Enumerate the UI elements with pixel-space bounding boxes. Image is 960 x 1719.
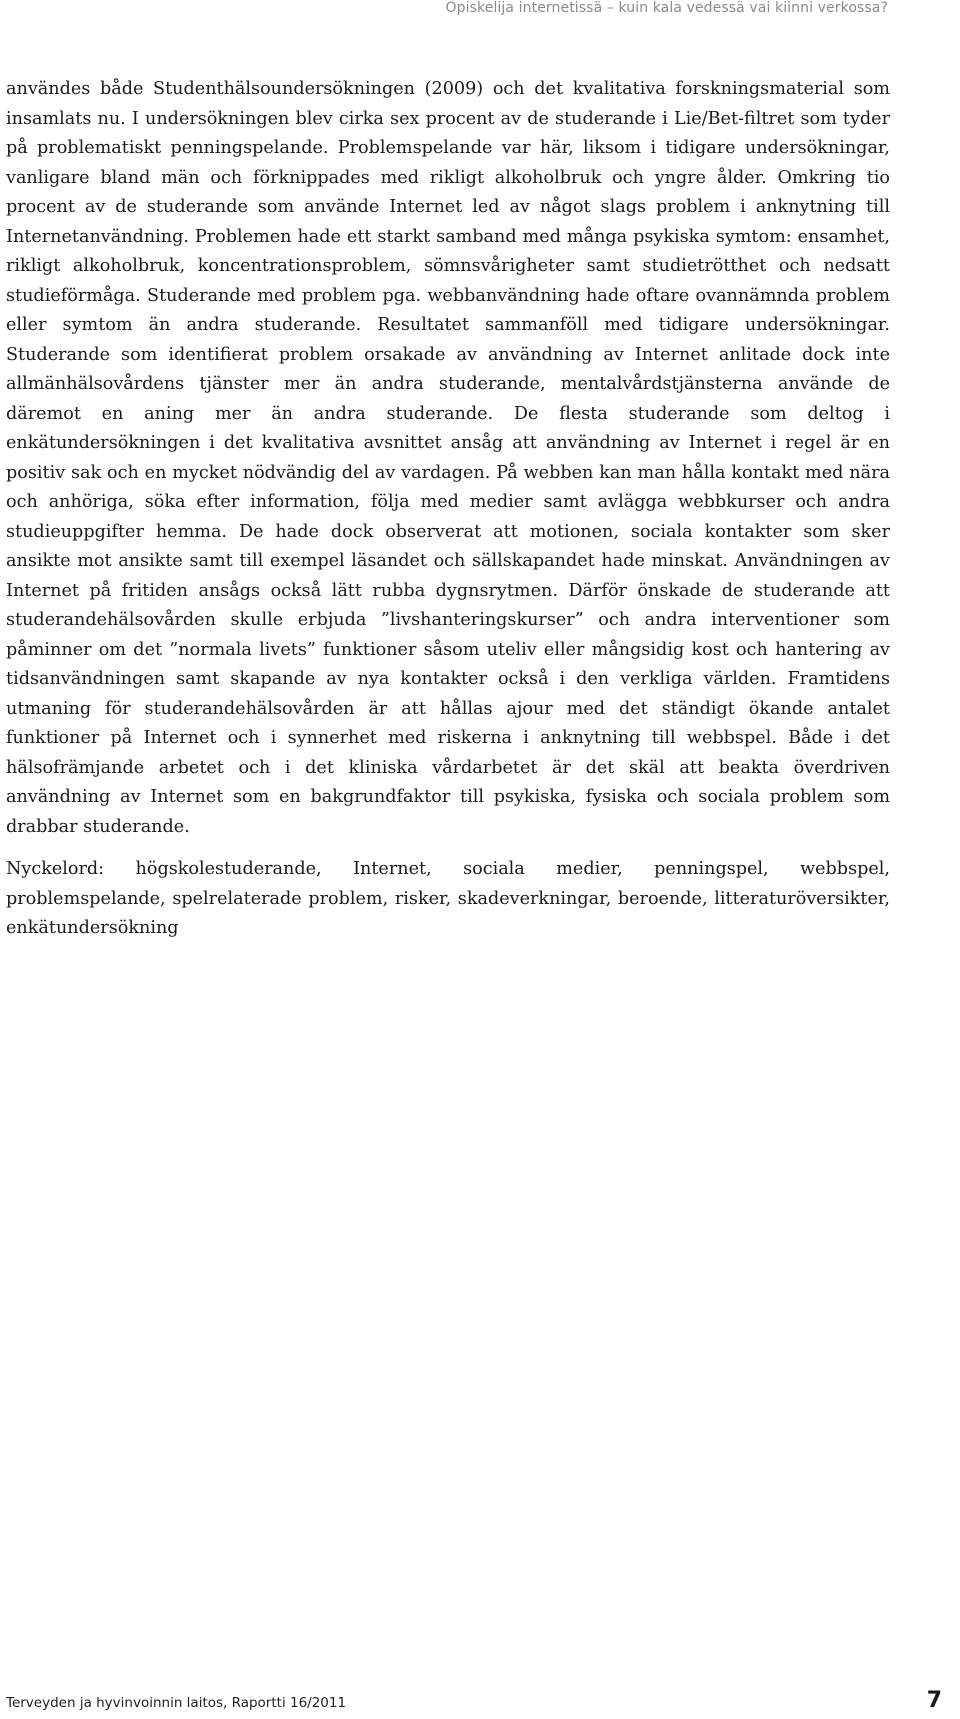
body-paragraph: användes både Studenthälsoundersökningen (2009) och det kvalitativa forskningsmaterial som insamlats nu. I undersökningen blev cirka sex procent av de studerande i Lie/Bet-filtret som tyder på problematiskt penningspelande. Problemspelande var här, liksom i tidigare undersökningar, vanligare bland män och förknippades med rikligt alkoholbruk och yngre ålder. Omkring tio procent av de studerande som använde Internet led av något slags problem i anknytning till Internetanvändning. Problemen hade ett starkt samband med många psykiska symtom: ensamhet, rikligt alkoholbruk, koncentrationsproblem, sömnsvårigheter samt studietrötthet och nedsatt studieförmåga. Studerande med problem pga. webbanvändning hade oftare ovannämnda problem eller symtom än andra studerande. Resultatet sammanföll med tidigare undersökningar. Studerande som identifierat problem orsakade av användning av Internet anlitade dock inte allmänhälsovårdens tjänster mer än andra studerande, mentalvårdstjänsterna använde de däremot en aning mer än andra studerande. De flesta studerande som deltog i enkätundersökningen i det kvalitativa avsnittet ansåg att användning av Internet i regel är en positiv sak och en mycket nödvändig del av vardagen. På webben kan man hålla kontakt med nära och anhöriga, söka efter information, följa med medier samt avlägga webbkurser och andra studieuppgifter hemma. De hade dock observerat att motionen, sociala kontakter som sker ansikte mot ansikte samt till exempel läsandet och sällskapandet hade minskat. Användningen av Internet på fritiden ansågs också lätt rubba dygnsrytmen. Därför önskade de studerande att studerandehälsovården skulle erbjuda ”livshanteringskurser” och andra interventioner som påminner om det ”normala livets” funktioner såsom uteliv eller mångsidig kost och hantering av tidsanvändningen samt skapande av nya kontakter också i den verkliga världen. Framtidens utmaning för studerandehälsovården är att hållas ajour med det ständigt ökande antalet funktioner på Internet och i synnerhet med riskerna i anknytning till webbspel. Både i det hälsofrämjande arbetet och i det kliniska vårdarbetet är det skäl att beakta överdriven användning av Internet som en bakgrundfaktor till psykiska, fysiska och sociala problem som drabbar studerande. xyxy=(6,79,890,837)
keywords-paragraph: Nyckelord: högskolestuderande, Internet, sociala medier, penningspel, webbspel, problemspelande, spelrelaterade problem, risker, skadeverkningar, beroende, litteraturöversikter, enkätundersökning xyxy=(6,859,890,938)
page-number: 7 xyxy=(926,1688,942,1713)
running-header: Opiskelija internetissä – kuin kala vedessä vai kiinni verkossa? xyxy=(445,0,888,16)
footer-publisher: Terveyden ja hyvinvoinnin laitos, Raportti 16/2011 xyxy=(6,1695,347,1711)
